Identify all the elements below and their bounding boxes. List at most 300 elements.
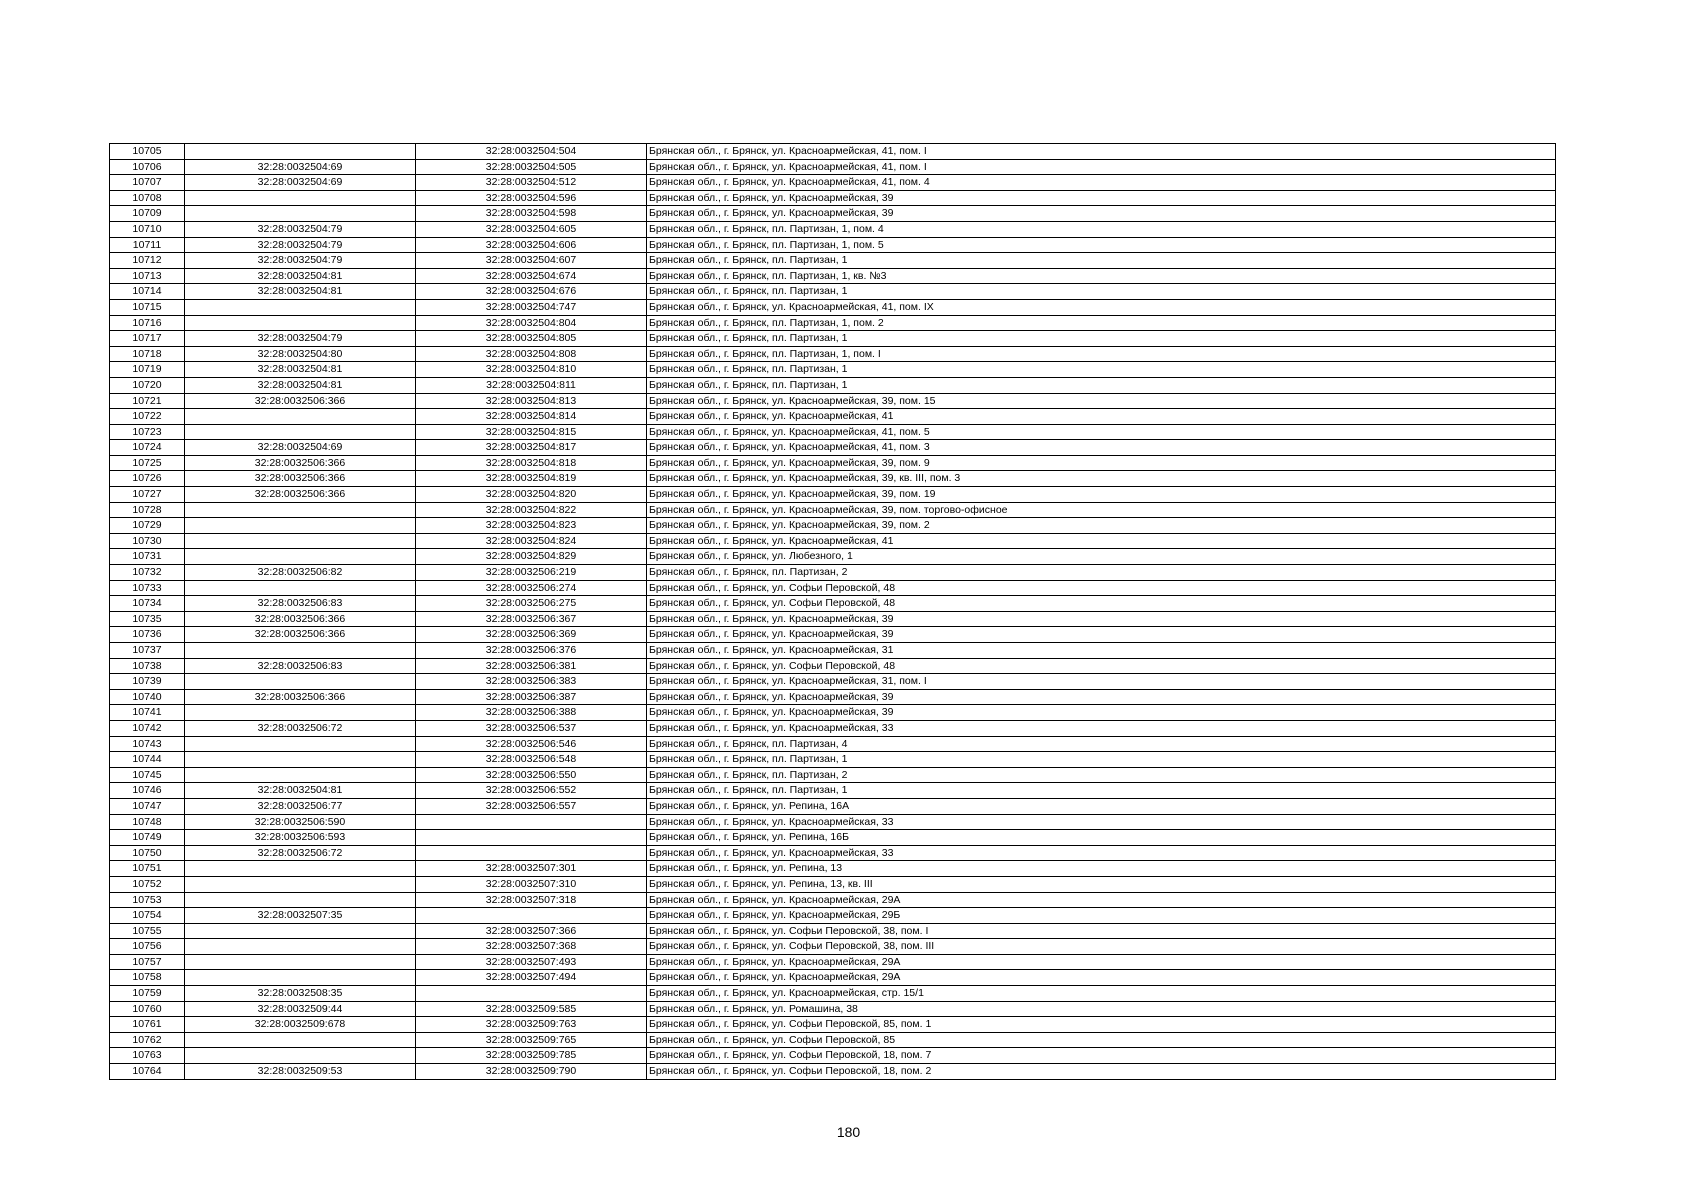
object-cadastral-number-cell: 32:28:0032504:505 <box>416 159 647 175</box>
row-number-cell: 10714 <box>110 284 185 300</box>
table-row <box>110 175 1556 191</box>
row-number-cell: 10753 <box>110 892 185 908</box>
table-row <box>110 190 1556 206</box>
row-number-cell: 10709 <box>110 206 185 222</box>
land-plot-cadastral-number-cell: 32:28:0032504:81 <box>185 377 416 393</box>
object-cadastral-number-cell: 32:28:0032507:366 <box>416 923 647 939</box>
object-cadastral-number-cell: 32:28:0032506:548 <box>416 752 647 768</box>
address-cell: Брянская обл., г. Брянск, ул. Красноармейская, 33 <box>647 720 1556 736</box>
object-cadastral-number-cell: 32:28:0032506:537 <box>416 720 647 736</box>
address-cell: Брянская обл., г. Брянск, ул. Красноармейская, 41, пом. 4 <box>647 175 1556 191</box>
table-row <box>110 767 1556 783</box>
row-number-cell: 10708 <box>110 190 185 206</box>
row-number-cell: 10725 <box>110 455 185 471</box>
object-cadastral-number-cell: 32:28:0032507:494 <box>416 970 647 986</box>
land-plot-cadastral-number-cell: 32:28:0032506:366 <box>185 611 416 627</box>
table-row <box>110 518 1556 534</box>
object-cadastral-number-cell: 32:28:0032509:765 <box>416 1032 647 1048</box>
object-cadastral-number-cell: 32:28:0032507:318 <box>416 892 647 908</box>
address-cell: Брянская обл., г. Брянск, ул. Красноармейская, 39, пом. 15 <box>647 393 1556 409</box>
object-cadastral-number-cell: 32:28:0032504:823 <box>416 518 647 534</box>
address-cell: Брянская обл., г. Брянск, пл. Партизан, 1 <box>647 362 1556 378</box>
table-row <box>110 206 1556 222</box>
address-cell: Брянская обл., г. Брянск, ул. Красноармейская, 29Б <box>647 908 1556 924</box>
row-number-cell: 10705 <box>110 144 185 160</box>
table-row <box>110 970 1556 986</box>
row-number-cell: 10723 <box>110 424 185 440</box>
table-row <box>110 362 1556 378</box>
address-cell: Брянская обл., г. Брянск, пл. Партизан, 1 <box>647 284 1556 300</box>
table-row <box>110 705 1556 721</box>
object-cadastral-number-cell: 32:28:0032504:819 <box>416 471 647 487</box>
row-number-cell: 10743 <box>110 736 185 752</box>
land-plot-cadastral-number-cell: 32:28:0032506:72 <box>185 720 416 736</box>
land-plot-cadastral-number-cell <box>185 939 416 955</box>
object-cadastral-number-cell: 32:28:0032504:607 <box>416 253 647 269</box>
object-cadastral-number-cell: 32:28:0032509:585 <box>416 1001 647 1017</box>
land-plot-cadastral-number-cell <box>185 190 416 206</box>
address-cell: Брянская обл., г. Брянск, ул. Софьи Перовской, 18, пом. 2 <box>647 1064 1556 1080</box>
object-cadastral-number-cell: 32:28:0032507:493 <box>416 954 647 970</box>
object-cadastral-number-cell <box>416 814 647 830</box>
object-cadastral-number-cell: 32:28:0032504:813 <box>416 393 647 409</box>
row-number-cell: 10764 <box>110 1064 185 1080</box>
address-cell: Брянская обл., г. Брянск, ул. Софьи Перовской, 38, пом. III <box>647 939 1556 955</box>
row-number-cell: 10727 <box>110 487 185 503</box>
row-number-cell: 10763 <box>110 1048 185 1064</box>
land-plot-cadastral-number-cell: 32:28:0032504:79 <box>185 221 416 237</box>
row-number-cell: 10728 <box>110 502 185 518</box>
land-plot-cadastral-number-cell <box>185 1048 416 1064</box>
table-row <box>110 845 1556 861</box>
land-plot-cadastral-number-cell <box>185 144 416 160</box>
table-row <box>110 144 1556 160</box>
row-number-cell: 10715 <box>110 299 185 315</box>
table-row <box>110 611 1556 627</box>
table-row <box>110 580 1556 596</box>
cadastral-table-body <box>110 144 1556 1080</box>
object-cadastral-number-cell: 32:28:0032506:219 <box>416 565 647 581</box>
land-plot-cadastral-number-cell: 32:28:0032506:366 <box>185 689 416 705</box>
row-number-cell: 10730 <box>110 533 185 549</box>
address-cell: Брянская обл., г. Брянск, ул. Красноармейская, 41, пом. 5 <box>647 424 1556 440</box>
table-row <box>110 237 1556 253</box>
land-plot-cadastral-number-cell: 32:28:0032504:69 <box>185 159 416 175</box>
address-cell: Брянская обл., г. Брянск, ул. Красноармейская, 41 <box>647 409 1556 425</box>
address-cell: Брянская обл., г. Брянск, ул. Репина, 13 <box>647 861 1556 877</box>
table-row <box>110 674 1556 690</box>
row-number-cell: 10748 <box>110 814 185 830</box>
table-row <box>110 736 1556 752</box>
land-plot-cadastral-number-cell: 32:28:0032504:81 <box>185 284 416 300</box>
land-plot-cadastral-number-cell: 32:28:0032506:366 <box>185 471 416 487</box>
row-number-cell: 10706 <box>110 159 185 175</box>
row-number-cell: 10724 <box>110 440 185 456</box>
address-cell: Брянская обл., г. Брянск, ул. Красноармейская, 31, пом. I <box>647 674 1556 690</box>
address-cell: Брянская обл., г. Брянск, ул. Красноармейская, стр. 15/1 <box>647 986 1556 1002</box>
land-plot-cadastral-number-cell: 32:28:0032504:79 <box>185 331 416 347</box>
table-row <box>110 284 1556 300</box>
land-plot-cadastral-number-cell: 32:28:0032506:366 <box>185 455 416 471</box>
object-cadastral-number-cell: 32:28:0032507:310 <box>416 876 647 892</box>
land-plot-cadastral-number-cell <box>185 876 416 892</box>
table-row <box>110 565 1556 581</box>
address-cell: Брянская обл., г. Брянск, ул. Красноармейская, 39, пом. торгово-офисное <box>647 502 1556 518</box>
table-row <box>110 487 1556 503</box>
land-plot-cadastral-number-cell <box>185 533 416 549</box>
table-row <box>110 299 1556 315</box>
object-cadastral-number-cell: 32:28:0032504:598 <box>416 206 647 222</box>
land-plot-cadastral-number-cell: 32:28:0032504:79 <box>185 253 416 269</box>
table-row <box>110 814 1556 830</box>
address-cell: Брянская обл., г. Брянск, ул. Красноармейская, 33 <box>647 814 1556 830</box>
object-cadastral-number-cell: 32:28:0032504:596 <box>416 190 647 206</box>
address-cell: Брянская обл., г. Брянск, пл. Партизан, 1, пом. 2 <box>647 315 1556 331</box>
row-number-cell: 10757 <box>110 954 185 970</box>
object-cadastral-number-cell: 32:28:0032504:814 <box>416 409 647 425</box>
table-row <box>110 377 1556 393</box>
address-cell: Брянская обл., г. Брянск, ул. Репина, 13, кв. III <box>647 876 1556 892</box>
address-cell: Брянская обл., г. Брянск, ул. Красноармейская, 39 <box>647 190 1556 206</box>
address-cell: Брянская обл., г. Брянск, ул. Красноармейская, 39, пом. 9 <box>647 455 1556 471</box>
land-plot-cadastral-number-cell <box>185 299 416 315</box>
address-cell: Брянская обл., г. Брянск, пл. Партизан, 4 <box>647 736 1556 752</box>
table-row <box>110 627 1556 643</box>
row-number-cell: 10739 <box>110 674 185 690</box>
land-plot-cadastral-number-cell <box>185 767 416 783</box>
object-cadastral-number-cell: 32:28:0032506:369 <box>416 627 647 643</box>
address-cell: Брянская обл., г. Брянск, ул. Софьи Перовской, 48 <box>647 596 1556 612</box>
object-cadastral-number-cell: 32:28:0032504:817 <box>416 440 647 456</box>
table-row <box>110 861 1556 877</box>
row-number-cell: 10710 <box>110 221 185 237</box>
object-cadastral-number-cell <box>416 845 647 861</box>
row-number-cell: 10735 <box>110 611 185 627</box>
address-cell: Брянская обл., г. Брянск, ул. Софьи Перовской, 85, пом. 1 <box>647 1017 1556 1033</box>
land-plot-cadastral-number-cell: 32:28:0032506:83 <box>185 596 416 612</box>
table-row <box>110 783 1556 799</box>
land-plot-cadastral-number-cell <box>185 643 416 659</box>
table-row <box>110 908 1556 924</box>
address-cell: Брянская обл., г. Брянск, пл. Партизан, 1, пом. I <box>647 346 1556 362</box>
table-row <box>110 830 1556 846</box>
address-cell: Брянская обл., г. Брянск, ул. Красноармейская, 31 <box>647 643 1556 659</box>
address-cell: Брянская обл., г. Брянск, ул. Красноармейская, 29А <box>647 954 1556 970</box>
table-row <box>110 471 1556 487</box>
object-cadastral-number-cell: 32:28:0032506:381 <box>416 658 647 674</box>
object-cadastral-number-cell: 32:28:0032504:504 <box>416 144 647 160</box>
land-plot-cadastral-number-cell: 32:28:0032504:81 <box>185 362 416 378</box>
land-plot-cadastral-number-cell: 32:28:0032504:69 <box>185 175 416 191</box>
address-cell: Брянская обл., г. Брянск, пл. Партизан, 1 <box>647 377 1556 393</box>
table-row <box>110 954 1556 970</box>
row-number-cell: 10718 <box>110 346 185 362</box>
object-cadastral-number-cell: 32:28:0032506:546 <box>416 736 647 752</box>
address-cell: Брянская обл., г. Брянск, ул. Софьи Перовской, 18, пом. 7 <box>647 1048 1556 1064</box>
land-plot-cadastral-number-cell: 32:28:0032506:77 <box>185 798 416 814</box>
row-number-cell: 10755 <box>110 923 185 939</box>
address-cell: Брянская обл., г. Брянск, ул. Репина, 16А <box>647 798 1556 814</box>
address-cell: Брянская обл., г. Брянск, пл. Партизан, 1, пом. 4 <box>647 221 1556 237</box>
row-number-cell: 10707 <box>110 175 185 191</box>
land-plot-cadastral-number-cell <box>185 424 416 440</box>
object-cadastral-number-cell: 32:28:0032504:747 <box>416 299 647 315</box>
land-plot-cadastral-number-cell: 32:28:0032506:82 <box>185 565 416 581</box>
row-number-cell: 10742 <box>110 720 185 736</box>
address-cell: Брянская обл., г. Брянск, ул. Красноармейская, 41, пом. I <box>647 159 1556 175</box>
table-row <box>110 253 1556 269</box>
land-plot-cadastral-number-cell <box>185 752 416 768</box>
address-cell: Брянская обл., г. Брянск, пл. Партизан, 2 <box>647 767 1556 783</box>
table-row <box>110 720 1556 736</box>
land-plot-cadastral-number-cell <box>185 970 416 986</box>
address-cell: Брянская обл., г. Брянск, ул. Красноармейская, 29А <box>647 892 1556 908</box>
object-cadastral-number-cell: 32:28:0032504:805 <box>416 331 647 347</box>
land-plot-cadastral-number-cell: 32:28:0032509:678 <box>185 1017 416 1033</box>
land-plot-cadastral-number-cell <box>185 861 416 877</box>
object-cadastral-number-cell: 32:28:0032504:820 <box>416 487 647 503</box>
land-plot-cadastral-number-cell <box>185 580 416 596</box>
row-number-cell: 10761 <box>110 1017 185 1033</box>
land-plot-cadastral-number-cell: 32:28:0032507:35 <box>185 908 416 924</box>
row-number-cell: 10754 <box>110 908 185 924</box>
table-row <box>110 502 1556 518</box>
land-plot-cadastral-number-cell: 32:28:0032508:35 <box>185 986 416 1002</box>
table-row <box>110 1048 1556 1064</box>
row-number-cell: 10711 <box>110 237 185 253</box>
land-plot-cadastral-number-cell <box>185 549 416 565</box>
object-cadastral-number-cell: 32:28:0032504:810 <box>416 362 647 378</box>
row-number-cell: 10722 <box>110 409 185 425</box>
land-plot-cadastral-number-cell: 32:28:0032504:80 <box>185 346 416 362</box>
land-plot-cadastral-number-cell <box>185 954 416 970</box>
row-number-cell: 10732 <box>110 565 185 581</box>
object-cadastral-number-cell: 32:28:0032506:275 <box>416 596 647 612</box>
land-plot-cadastral-number-cell <box>185 315 416 331</box>
address-cell: Брянская обл., г. Брянск, пл. Партизан, 2 <box>647 565 1556 581</box>
object-cadastral-number-cell: 32:28:0032504:808 <box>416 346 647 362</box>
table-row <box>110 549 1556 565</box>
land-plot-cadastral-number-cell: 32:28:0032506:72 <box>185 845 416 861</box>
table-row <box>110 1001 1556 1017</box>
table-row <box>110 892 1556 908</box>
object-cadastral-number-cell: 32:28:0032506:383 <box>416 674 647 690</box>
row-number-cell: 10729 <box>110 518 185 534</box>
table-row <box>110 346 1556 362</box>
address-cell: Брянская обл., г. Брянск, ул. Софьи Перовской, 48 <box>647 658 1556 674</box>
row-number-cell: 10758 <box>110 970 185 986</box>
row-number-cell: 10733 <box>110 580 185 596</box>
address-cell: Брянская обл., г. Брянск, ул. Красноармейская, 33 <box>647 845 1556 861</box>
address-cell: Брянская обл., г. Брянск, ул. Красноармейская, 39 <box>647 705 1556 721</box>
address-cell: Брянская обл., г. Брянск, ул. Красноармейская, 41, пом. I <box>647 144 1556 160</box>
land-plot-cadastral-number-cell: 32:28:0032504:79 <box>185 237 416 253</box>
row-number-cell: 10750 <box>110 845 185 861</box>
land-plot-cadastral-number-cell <box>185 502 416 518</box>
object-cadastral-number-cell: 32:28:0032506:557 <box>416 798 647 814</box>
land-plot-cadastral-number-cell <box>185 705 416 721</box>
land-plot-cadastral-number-cell: 32:28:0032509:53 <box>185 1064 416 1080</box>
land-plot-cadastral-number-cell: 32:28:0032509:44 <box>185 1001 416 1017</box>
table-row <box>110 159 1556 175</box>
object-cadastral-number-cell: 32:28:0032506:376 <box>416 643 647 659</box>
land-plot-cadastral-number-cell: 32:28:0032506:590 <box>185 814 416 830</box>
land-plot-cadastral-number-cell <box>185 923 416 939</box>
land-plot-cadastral-number-cell: 32:28:0032506:366 <box>185 487 416 503</box>
table-row <box>110 923 1556 939</box>
row-number-cell: 10736 <box>110 627 185 643</box>
row-number-cell: 10712 <box>110 253 185 269</box>
object-cadastral-number-cell: 32:28:0032504:824 <box>416 533 647 549</box>
address-cell: Брянская обл., г. Брянск, ул. Софьи Перовской, 38, пом. I <box>647 923 1556 939</box>
object-cadastral-number-cell <box>416 986 647 1002</box>
object-cadastral-number-cell: 32:28:0032506:367 <box>416 611 647 627</box>
object-cadastral-number-cell: 32:28:0032504:822 <box>416 502 647 518</box>
table-row <box>110 876 1556 892</box>
address-cell: Брянская обл., г. Брянск, пл. Партизан, 1 <box>647 331 1556 347</box>
address-cell: Брянская обл., г. Брянск, ул. Красноармейская, 39, кв. III, пом. 3 <box>647 471 1556 487</box>
object-cadastral-number-cell: 32:28:0032504:674 <box>416 268 647 284</box>
object-cadastral-number-cell: 32:28:0032506:387 <box>416 689 647 705</box>
row-number-cell: 10713 <box>110 268 185 284</box>
table-row <box>110 455 1556 471</box>
object-cadastral-number-cell: 32:28:0032507:301 <box>416 861 647 877</box>
table-row <box>110 221 1556 237</box>
object-cadastral-number-cell: 32:28:0032509:763 <box>416 1017 647 1033</box>
table-row <box>110 331 1556 347</box>
row-number-cell: 10749 <box>110 830 185 846</box>
table-row <box>110 1032 1556 1048</box>
table-row <box>110 424 1556 440</box>
address-cell: Брянская обл., г. Брянск, ул. Красноармейская, 39, пом. 19 <box>647 487 1556 503</box>
row-number-cell: 10737 <box>110 643 185 659</box>
land-plot-cadastral-number-cell <box>185 518 416 534</box>
object-cadastral-number-cell: 32:28:0032506:552 <box>416 783 647 799</box>
land-plot-cadastral-number-cell <box>185 206 416 222</box>
row-number-cell: 10731 <box>110 549 185 565</box>
address-cell: Брянская обл., г. Брянск, ул. Красноармейская, 41, пом. IX <box>647 299 1556 315</box>
address-cell: Брянская обл., г. Брянск, пл. Партизан, 1, кв. №3 <box>647 268 1556 284</box>
row-number-cell: 10747 <box>110 798 185 814</box>
table-row <box>110 596 1556 612</box>
address-cell: Брянская обл., г. Брянск, ул. Софьи Перовской, 48 <box>647 580 1556 596</box>
object-cadastral-number-cell: 32:28:0032509:790 <box>416 1064 647 1080</box>
row-number-cell: 10756 <box>110 939 185 955</box>
object-cadastral-number-cell: 32:28:0032504:815 <box>416 424 647 440</box>
address-cell: Брянская обл., г. Брянск, ул. Красноармейская, 29А <box>647 970 1556 986</box>
object-cadastral-number-cell: 32:28:0032506:550 <box>416 767 647 783</box>
land-plot-cadastral-number-cell <box>185 892 416 908</box>
address-cell: Брянская обл., г. Брянск, пл. Партизан, 1 <box>647 752 1556 768</box>
address-cell: Брянская обл., г. Брянск, ул. Красноармейская, 39, пом. 2 <box>647 518 1556 534</box>
address-cell: Брянская обл., г. Брянск, ул. Красноармейская, 39 <box>647 689 1556 705</box>
table-row <box>110 268 1556 284</box>
object-cadastral-number-cell <box>416 908 647 924</box>
land-plot-cadastral-number-cell: 32:28:0032506:366 <box>185 393 416 409</box>
table-row <box>110 658 1556 674</box>
table-row <box>110 409 1556 425</box>
table-row <box>110 393 1556 409</box>
object-cadastral-number-cell: 32:28:0032504:804 <box>416 315 647 331</box>
object-cadastral-number-cell: 32:28:0032504:605 <box>416 221 647 237</box>
table-row <box>110 1064 1556 1080</box>
land-plot-cadastral-number-cell <box>185 409 416 425</box>
table-row <box>110 643 1556 659</box>
object-cadastral-number-cell: 32:28:0032504:829 <box>416 549 647 565</box>
row-number-cell: 10745 <box>110 767 185 783</box>
row-number-cell: 10734 <box>110 596 185 612</box>
table-row <box>110 440 1556 456</box>
address-cell: Брянская обл., г. Брянск, ул. Красноармейская, 39 <box>647 627 1556 643</box>
land-plot-cadastral-number-cell: 32:28:0032504:81 <box>185 268 416 284</box>
address-cell: Брянская обл., г. Брянск, ул. Репина, 16Б <box>647 830 1556 846</box>
row-number-cell: 10720 <box>110 377 185 393</box>
land-plot-cadastral-number-cell: 32:28:0032506:593 <box>185 830 416 846</box>
row-number-cell: 10760 <box>110 1001 185 1017</box>
row-number-cell: 10741 <box>110 705 185 721</box>
table-row <box>110 689 1556 705</box>
land-plot-cadastral-number-cell <box>185 1032 416 1048</box>
table-row <box>110 752 1556 768</box>
address-cell: Брянская обл., г. Брянск, ул. Красноармейская, 41, пом. 3 <box>647 440 1556 456</box>
land-plot-cadastral-number-cell: 32:28:0032506:83 <box>185 658 416 674</box>
address-cell: Брянская обл., г. Брянск, пл. Партизан, 1, пом. 5 <box>647 237 1556 253</box>
page-number: 180 <box>836 1124 861 1140</box>
row-number-cell: 10719 <box>110 362 185 378</box>
land-plot-cadastral-number-cell: 32:28:0032504:69 <box>185 440 416 456</box>
row-number-cell: 10752 <box>110 876 185 892</box>
address-cell: Брянская обл., г. Брянск, пл. Партизан, 1 <box>647 253 1556 269</box>
land-plot-cadastral-number-cell: 32:28:0032504:81 <box>185 783 416 799</box>
row-number-cell: 10738 <box>110 658 185 674</box>
row-number-cell: 10721 <box>110 393 185 409</box>
address-cell: Брянская обл., г. Брянск, ул. Красноармейская, 41 <box>647 533 1556 549</box>
object-cadastral-number-cell: 32:28:0032506:274 <box>416 580 647 596</box>
table-row <box>110 315 1556 331</box>
row-number-cell: 10762 <box>110 1032 185 1048</box>
row-number-cell: 10751 <box>110 861 185 877</box>
row-number-cell: 10717 <box>110 331 185 347</box>
row-number-cell: 10746 <box>110 783 185 799</box>
table-row <box>110 939 1556 955</box>
row-number-cell: 10759 <box>110 986 185 1002</box>
address-cell: Брянская обл., г. Брянск, ул. Красноармейская, 39 <box>647 206 1556 222</box>
cadastral-table <box>109 143 1556 1080</box>
table-row <box>110 533 1556 549</box>
object-cadastral-number-cell: 32:28:0032509:785 <box>416 1048 647 1064</box>
row-number-cell: 10726 <box>110 471 185 487</box>
land-plot-cadastral-number-cell <box>185 736 416 752</box>
row-number-cell: 10740 <box>110 689 185 705</box>
table-row <box>110 986 1556 1002</box>
land-plot-cadastral-number-cell: 32:28:0032506:366 <box>185 627 416 643</box>
object-cadastral-number-cell: 32:28:0032506:388 <box>416 705 647 721</box>
object-cadastral-number-cell: 32:28:0032504:512 <box>416 175 647 191</box>
object-cadastral-number-cell: 32:28:0032504:811 <box>416 377 647 393</box>
table-row <box>110 1017 1556 1033</box>
table-row <box>110 798 1556 814</box>
address-cell: Брянская обл., г. Брянск, пл. Партизан, 1 <box>647 783 1556 799</box>
object-cadastral-number-cell: 32:28:0032504:818 <box>416 455 647 471</box>
address-cell: Брянская обл., г. Брянск, ул. Любезного, 1 <box>647 549 1556 565</box>
row-number-cell: 10716 <box>110 315 185 331</box>
object-cadastral-number-cell: 32:28:0032507:368 <box>416 939 647 955</box>
object-cadastral-number-cell <box>416 830 647 846</box>
object-cadastral-number-cell: 32:28:0032504:606 <box>416 237 647 253</box>
address-cell: Брянская обл., г. Брянск, ул. Ромашина, 38 <box>647 1001 1556 1017</box>
land-plot-cadastral-number-cell <box>185 674 416 690</box>
address-cell: Брянская обл., г. Брянск, ул. Красноармейская, 39 <box>647 611 1556 627</box>
